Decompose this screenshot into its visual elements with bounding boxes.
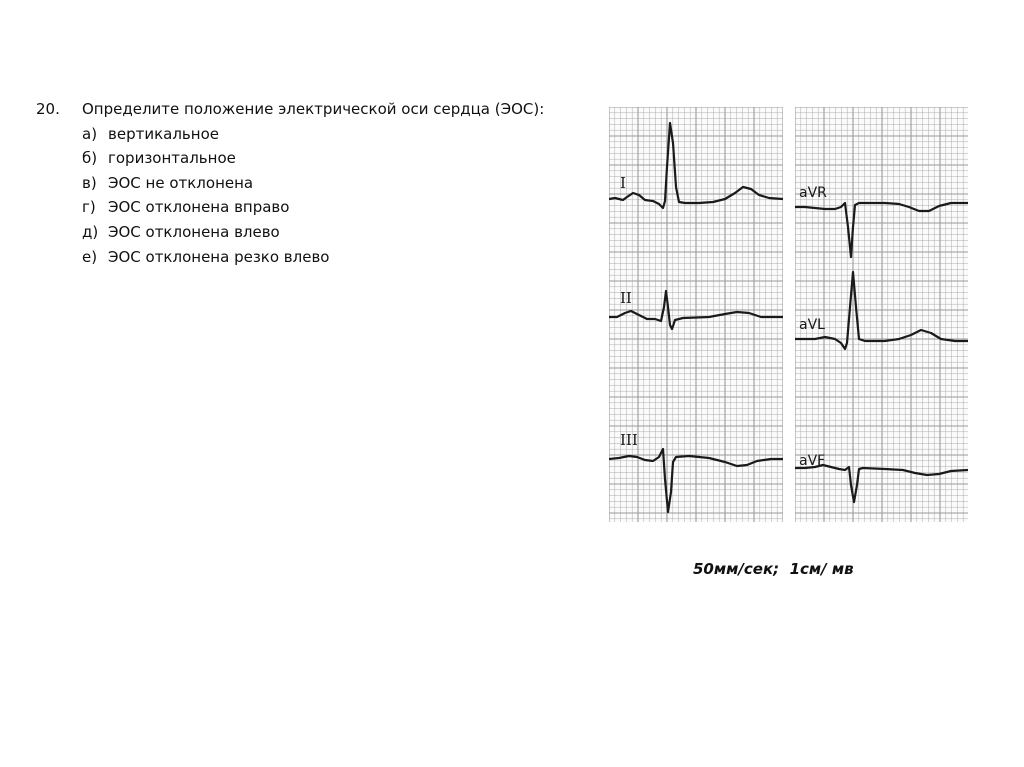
option-text: ЭОС отклонена влево [108,222,280,241]
question-line [36,97,544,122]
option-letter: в) [82,173,97,192]
answer-option[interactable] [36,220,544,245]
lead-label-avl: aVL [799,317,825,333]
answer-option[interactable] [36,146,544,171]
lead-label-avr: aVR [799,185,827,201]
ecg-speed-calibration-caption: 50мм/сек; 1см/ мв [693,560,854,578]
option-letter: е) [82,247,98,266]
option-letter: б) [82,149,98,168]
answer-options [36,122,544,270]
option-letter: д) [82,222,99,241]
option-letter: а) [82,124,98,143]
answer-option[interactable] [36,245,544,270]
option-text: ЭОС отклонена резко влево [108,247,330,266]
ecg-strip-augmented-leads [795,107,968,522]
lead-label-ii: II [620,289,632,307]
option-letter: г) [82,198,96,217]
option-text: ЭОС не отклонена [108,173,254,192]
answer-option[interactable] [36,171,544,196]
question-block [36,97,544,269]
lead-label-avf: aVF [799,453,826,469]
lead-label-i: I [620,174,626,192]
lead-label-iii: III [620,431,638,449]
question-text: Определите положение электрической оси сердца (ЭОС): [82,100,545,118]
ecg-chart-limb [609,107,783,522]
ecg-strip-limb-leads [609,107,783,522]
question-number: 20. [36,100,60,118]
answer-option[interactable] [36,195,544,220]
ecg-chart-augmented [795,107,968,522]
option-text: ЭОС отклонена вправо [108,198,290,217]
answer-option[interactable] [36,122,544,147]
option-text: горизонтальное [108,149,236,168]
option-text: вертикальное [108,124,219,143]
